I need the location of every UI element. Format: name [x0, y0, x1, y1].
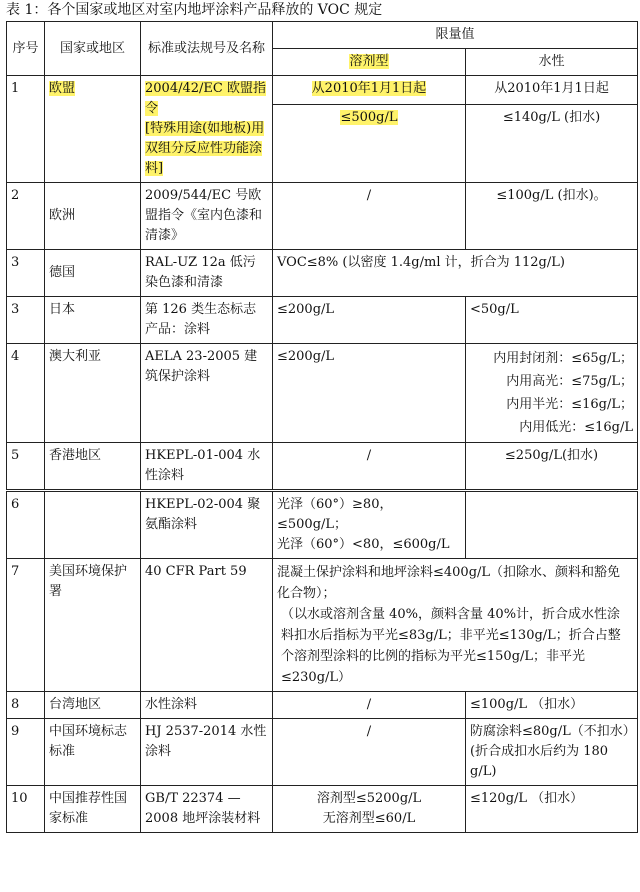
- row-region: 德国: [45, 250, 141, 297]
- water-line: 内用低光：≤16g/L: [519, 420, 634, 435]
- row-solvent: /: [273, 183, 466, 250]
- row-standard-line: [特殊用途(如地板)用双组分反应性功能涂料]: [145, 121, 265, 176]
- voc-regulation-table: [6, 21, 638, 833]
- row-seq: 8: [7, 692, 45, 719]
- row-solvent: ≤200g/L: [273, 297, 466, 344]
- row-standard-line: 2004/42/EC 欧盟指令: [145, 81, 266, 116]
- row-solvent: [273, 786, 466, 833]
- row-water: ≤100g/L （扣水）: [466, 692, 638, 719]
- row-seq: 4: [7, 344, 45, 443]
- row-region: 香港地区: [45, 443, 141, 490]
- row-region-text: 欧盟: [49, 81, 76, 96]
- water-line: 内用封闭剂：≤65g/L；: [493, 351, 634, 366]
- water-line: 内用高光：≤75g/L；: [506, 374, 634, 389]
- row-standard: 第 126 类生态标志产品：涂料: [141, 297, 273, 344]
- table-caption: 表 1：各个国家或地区对室内地坪涂料产品释放的 VOC 规定: [6, 2, 383, 18]
- row-water: [466, 492, 638, 559]
- row-solvent: ≤200g/L: [273, 344, 466, 443]
- row-solvent-date: [273, 76, 466, 105]
- row-region: 美国环境保护署: [45, 559, 141, 692]
- header-region: 国家或地区: [45, 22, 141, 76]
- header-row: [7, 22, 638, 49]
- table-row: [7, 297, 638, 344]
- row-water: ≤120g/L （扣水）: [466, 786, 638, 833]
- row-combined: [273, 559, 638, 692]
- row-seq: 7: [7, 559, 45, 692]
- table-row: [7, 492, 638, 559]
- header-water: 水性: [466, 49, 638, 76]
- combined-line: 混凝土保护涂料和地坪涂料≤400g/L（扣除水、颜料和豁免化合物）；: [277, 565, 621, 601]
- combined-line: （以水或溶剂含量 40%，颜料含量 40%计，折合成水性涂料扣水后指标为平光≤83g/L；非平光≤130g/L；折合占整个溶剂型涂料的比例的指标为平光≤150g/L；非平光≤230g/L）: [281, 607, 621, 685]
- row-water: [466, 344, 638, 443]
- row-region: 中国环境标志标准: [45, 719, 141, 786]
- row-solvent: /: [273, 692, 466, 719]
- table-row: [7, 76, 638, 105]
- table-row: [7, 183, 638, 250]
- row-standard: AELA 23-2005 建筑保护涂料: [141, 344, 273, 443]
- header-standard: 标准或法规号及名称: [141, 22, 273, 76]
- table-row: [7, 786, 638, 833]
- row-solvent: /: [273, 443, 466, 490]
- table-row: [7, 344, 638, 443]
- header-seq: 序号: [7, 22, 45, 76]
- solvent-line: 光泽（60°）≥80，≤500g/L；: [277, 497, 393, 532]
- table-row: [7, 559, 638, 692]
- row-solvent-date-text: 从2010年1月1日起: [311, 81, 427, 96]
- row-region: [45, 492, 141, 559]
- row-seq: 1: [7, 76, 45, 183]
- table-row: [7, 692, 638, 719]
- row-standard: [141, 76, 273, 183]
- row-solvent: /: [273, 719, 466, 786]
- row-solvent: [273, 105, 466, 183]
- row-region: 欧洲: [45, 183, 141, 250]
- row-standard: GB/T 22374 — 2008 地坪涂装材料: [141, 786, 273, 833]
- row-seq: 6: [7, 492, 45, 559]
- row-standard: RAL-UZ 12a 低污染色漆和清漆: [141, 250, 273, 297]
- row-region: 中国推荐性国家标准: [45, 786, 141, 833]
- row-region: 澳大利亚: [45, 344, 141, 443]
- row-region: 日本: [45, 297, 141, 344]
- row-solvent: [273, 492, 466, 559]
- header-solvent-label: 溶剂型: [349, 54, 389, 69]
- row-standard: 40 CFR Part 59: [141, 559, 273, 692]
- row-seq: 9: [7, 719, 45, 786]
- row-water: ≤250g/L(扣水): [466, 443, 638, 490]
- row-water: 防腐涂料≤80g/L（不扣水）(折合成扣水后约为 180 g/L): [466, 719, 638, 786]
- row-seq: 2: [7, 183, 45, 250]
- row-solvent-text: ≤500g/L: [340, 110, 398, 125]
- row-standard: HKEPL-01-004 水性涂料: [141, 443, 273, 490]
- row-seq: 3: [7, 250, 45, 297]
- row-seq: 3: [7, 297, 45, 344]
- row-water: <50g/L: [466, 297, 638, 344]
- row-seq: 10: [7, 786, 45, 833]
- row-standard: HJ 2537-2014 水性涂料: [141, 719, 273, 786]
- row-water-date: 从2010年1月1日起: [466, 76, 638, 105]
- row-standard: 水性涂料: [141, 692, 273, 719]
- row-seq: 5: [7, 443, 45, 490]
- row-water: ≤140g/L (扣水): [466, 105, 638, 183]
- row-region: [45, 76, 141, 183]
- header-limit: 限量值: [273, 22, 638, 49]
- solvent-line: 无溶剂型≤60/L: [322, 811, 416, 826]
- solvent-line: 光泽（60°）<80，≤600g/L: [277, 537, 450, 552]
- row-water: ≤100g/L (扣水)。: [466, 183, 638, 250]
- row-standard: 2009/544/EC 号欧盟指令《室内色漆和清漆》: [141, 183, 273, 250]
- table-row: [7, 250, 638, 297]
- header-solvent: [273, 49, 466, 76]
- solvent-line: 溶剂型≤5200g/L: [316, 791, 422, 806]
- row-combined: VOC≤8% (以密度 1.4g/ml 计，折合为 112g/L): [273, 250, 638, 297]
- table-row: [7, 719, 638, 786]
- row-standard: HKEPL-02-004 聚氨酯涂料: [141, 492, 273, 559]
- water-line: 内用半光：≤16g/L；: [506, 397, 634, 412]
- row-region: 台湾地区: [45, 692, 141, 719]
- table-row: [7, 443, 638, 490]
